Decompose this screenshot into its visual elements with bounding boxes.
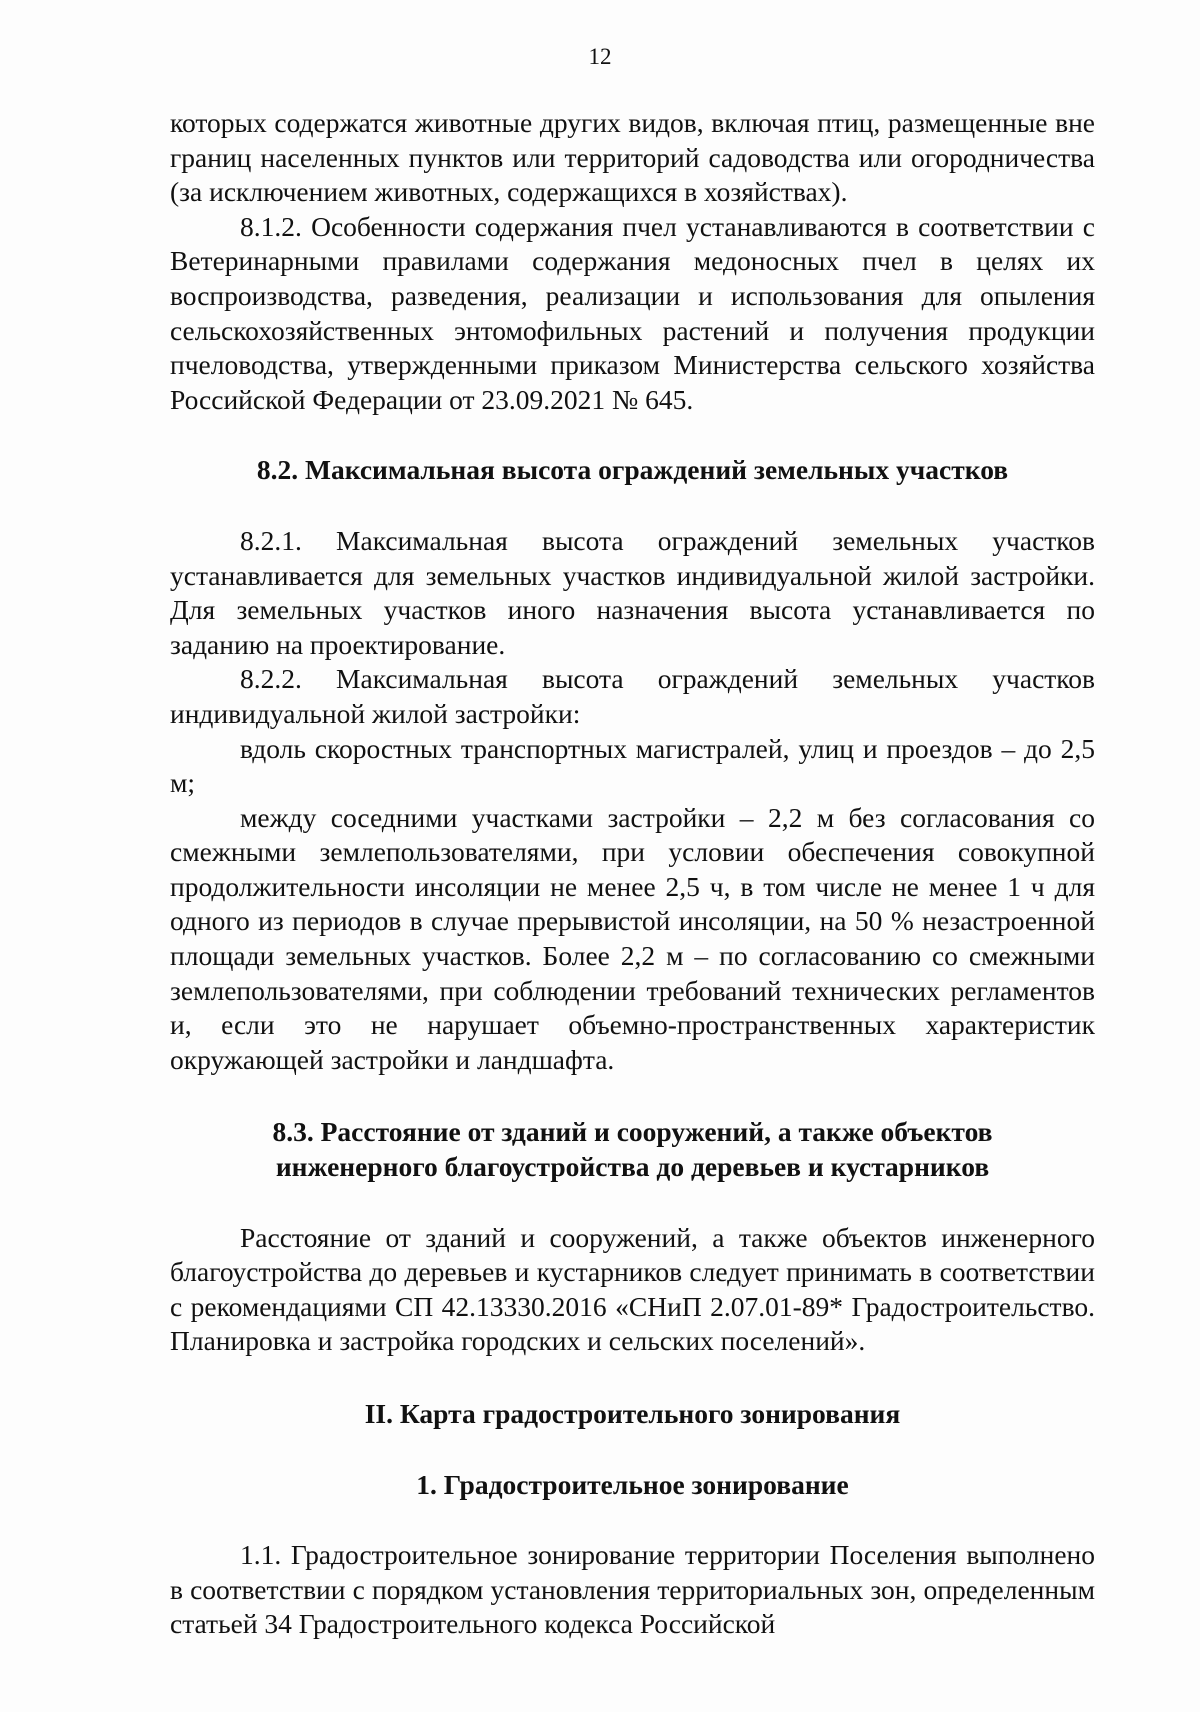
spacer bbox=[170, 1185, 1095, 1221]
paragraph-8-2-2: 8.2.2. Максимальная высота ограждений земельных участков индивидуальной жилой застройки: bbox=[170, 663, 1095, 729]
document-body bbox=[170, 106, 1095, 1642]
paragraph-along-roads: вдоль скоростных транспортных магистралей, улиц и проездов – до 2,5 м; bbox=[170, 732, 1095, 799]
page-number: 12 bbox=[588, 44, 612, 69]
paragraph-between-plots: между соседними участками застройки – 2,2 м без согласования со смежными землепользователями, при условии обеспечения совокупной продолжительности инсоляции не менее 2,5 ч, в том числе не менее 1 ч для одного из периодов в случае прерывистой инсоляции, на 50 % незастроенной площади земельных участков. Более 2,2 м – по согласованию со смежными землепользователями, при соблюдении требований технических регламентов и, если это не нарушает объемно-пространственных характеристик окружающей застройки и ландшафта. bbox=[170, 801, 1095, 1075]
section-heading-8-3-line-1: 8.3. Расстояние от зданий и сооружений, а также объектов bbox=[272, 1116, 993, 1148]
section-heading-8-3-line-2: инженерного благоустройства до деревьев и кустарников bbox=[275, 1151, 990, 1183]
paragraph-8-3: Расстояние от зданий и сооружений, а также объектов инженерного благоустройства до деревьев и кустарников следует принимать в соответствии с рекомендациями СП 42.13330.2016 «СНиП 2.07.01-89* Градостроительство. Планировка и застройка городских и сельских поселений». bbox=[170, 1221, 1095, 1357]
paragraph-8-2-1: 8.2.1. Максимальная высота ограждений земельных участков устанавливается для земельных участков индивидуальной жилой застройки. Для земельных участков иного назначения высота устанавливается по заданию на проектирование. bbox=[170, 524, 1095, 660]
section-heading-8-2: 8.2. Максимальная высота ограждений земельных участков bbox=[256, 454, 1009, 486]
spacer bbox=[170, 488, 1095, 524]
paragraph-1-1: 1.1. Градостроительное зонирование территории Поселения выполнено в соответствии с порядком установления территориальных зон, определенным статьей 34 Градостроительного кодекса Российской bbox=[170, 1539, 1095, 1640]
spacer bbox=[170, 1077, 1095, 1115]
paragraph-8-1-2: 8.1.2. Особенности содержания пчел устанавливаются в соответствии с Ветеринарными правилами содержания медоносных пчел в целях их воспроизводства, разведения, реализации и использования для опыления сельскохозяйственных энтомофильных растений и получения продукции пчеловодства, утвержденными приказом Министерства сельского хозяйства Российской Федерации от 23.09.2021 № 645. bbox=[170, 210, 1095, 415]
chapter-heading-ii: II. Карта градостроительного зонирования bbox=[364, 1398, 901, 1429]
spacer bbox=[170, 1502, 1095, 1538]
paragraph-continuation: которых содержатся животные других видов, включая птиц, размещенные вне границ населенных пунктов или территорий садоводства или огородничества (за исключением животных, содержащихся в хозяйствах). bbox=[170, 107, 1095, 208]
section-heading-1: 1. Градостроительное зонирование bbox=[416, 1468, 849, 1500]
spacer bbox=[170, 1432, 1095, 1468]
spacer bbox=[170, 417, 1095, 453]
spacer bbox=[170, 1359, 1095, 1397]
